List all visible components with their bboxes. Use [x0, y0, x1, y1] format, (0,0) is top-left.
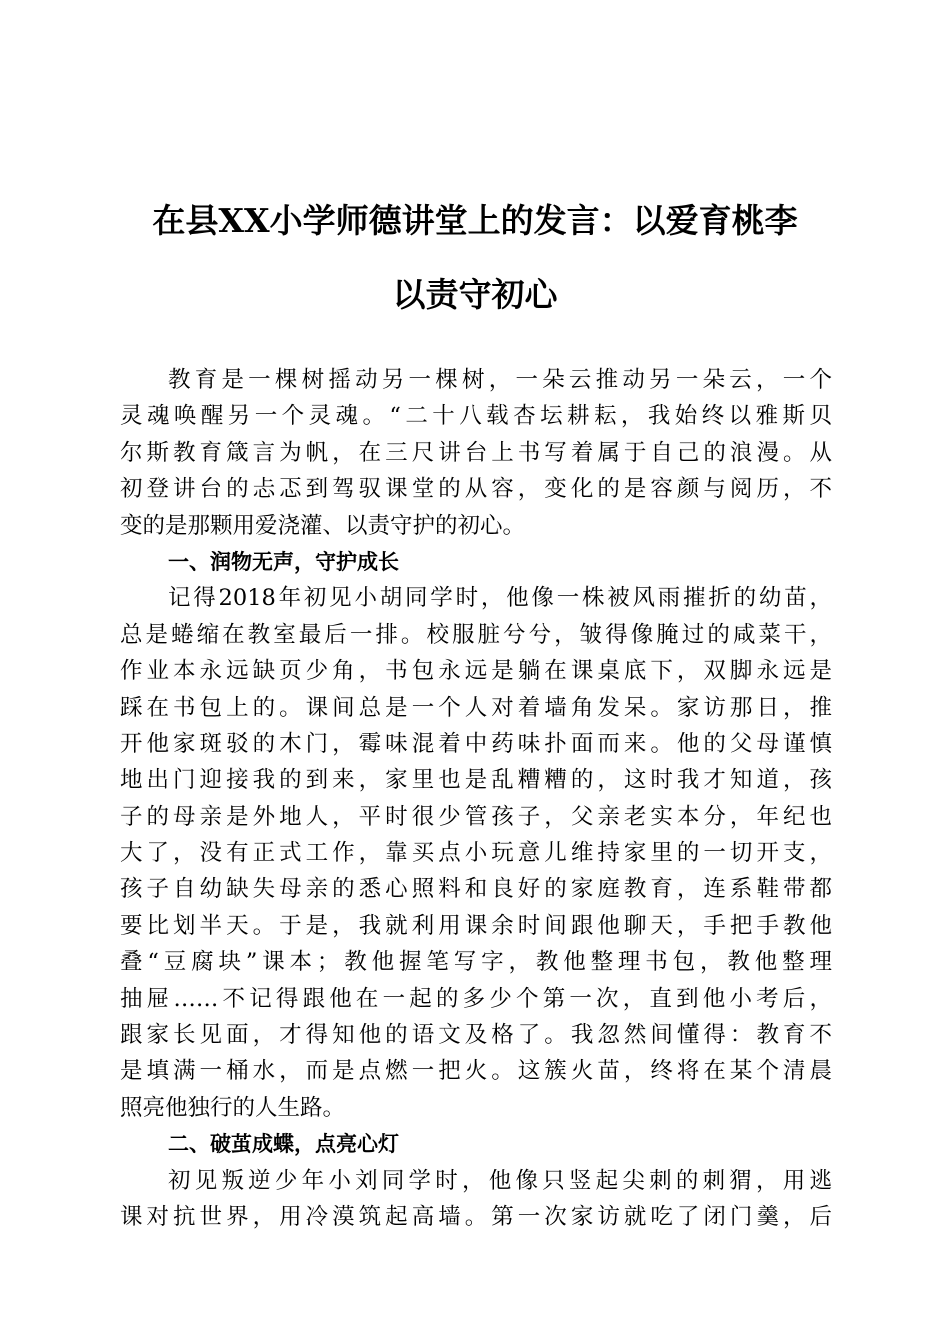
section-1-line: 作业本永远缺页少角，书包永远是躺在课桌底下，双脚永远是: [120, 658, 832, 685]
document-body: [120, 362, 832, 1235]
section-1-line: 总是蜷缩在教室最后一排。校服脏兮兮，皱得像腌过的咸菜干，: [120, 621, 832, 648]
section-1-line: 大了，没有正式工作，靠买点小玩意儿维持家里的一切开支，: [120, 840, 832, 867]
section-2-line: 初见叛逆少年小刘同学时，他像只竖起尖刺的刺猬，用逃: [168, 1167, 832, 1194]
section-1-line: 抽屉……不记得跟他在一起的多少个第一次，直到他小考后，: [120, 985, 832, 1012]
section-1-line: 孩子自幼缺失母亲的悉心照料和良好的家庭教育，连系鞋带都: [120, 876, 832, 903]
section-1-line: 叠“豆腐块”课本；教他握笔写字，教他整理书包，教他整理: [120, 949, 832, 976]
intro-line: 初登讲台的忐忑到驾驭课堂的从容，变化的是容颜与阅历，不: [120, 476, 832, 503]
section-1-line: 踩在书包上的。课间总是一个人对着墙角发呆。家访那日，推: [120, 694, 832, 721]
section-1-line: 跟家长见面，才得知他的语文及格了。我忽然间懂得：教育不: [120, 1022, 832, 1049]
intro-line: 变的是那颗用爱浇灌、以责守护的初心。: [120, 512, 526, 539]
intro-line: 尔斯教育箴言为帆，在三尺讲台上书写着属于自己的浪漫。从: [120, 439, 832, 466]
document-title-line-1: 在县XX小学师德讲堂上的发言：以爱育桃李: [152, 201, 798, 240]
section-1-line: 要比划半天。于是，我就利用课余时间跟他聊天，手把手教他: [120, 912, 832, 939]
section-1-line: 是填满一桶水，而是点燃一把火。这簇火苗，终将在某个清晨: [120, 1058, 832, 1085]
section-1-line: 开他家斑驳的木门，霉味混着中药味扑面而来。他的父母谨慎: [120, 730, 832, 757]
document-title-line-2: 以责守初心: [392, 275, 558, 314]
section-1-line: 记得2018年初见小胡同学时，他像一株被风雨摧折的幼苗，: [168, 585, 832, 612]
section-1-line: 子的母亲是外地人，平时很少管孩子，父亲老实本分，年纪也: [120, 803, 832, 830]
intro-line: 灵魂唤醒另一个灵魂。“二十八载杏坛耕耘，我始终以雅斯贝: [120, 403, 832, 430]
section-2-line: 课对抗世界，用冷漠筑起高墙。第一次家访就吃了闭门羹，后: [120, 1203, 832, 1230]
section-1-heading: 一、润物无声，守护成长: [168, 549, 399, 574]
intro-line: 教育是一棵树摇动另一棵树，一朵云推动另一朵云，一个: [168, 367, 832, 393]
section-2-heading: 二、破茧成蝶，点亮心灯: [168, 1132, 399, 1157]
section-1-line: 地出门迎接我的到来，家里也是乱糟糟的，这时我才知道，孩: [120, 767, 832, 794]
section-1-line: 照亮他独行的人生路。: [120, 1094, 346, 1121]
